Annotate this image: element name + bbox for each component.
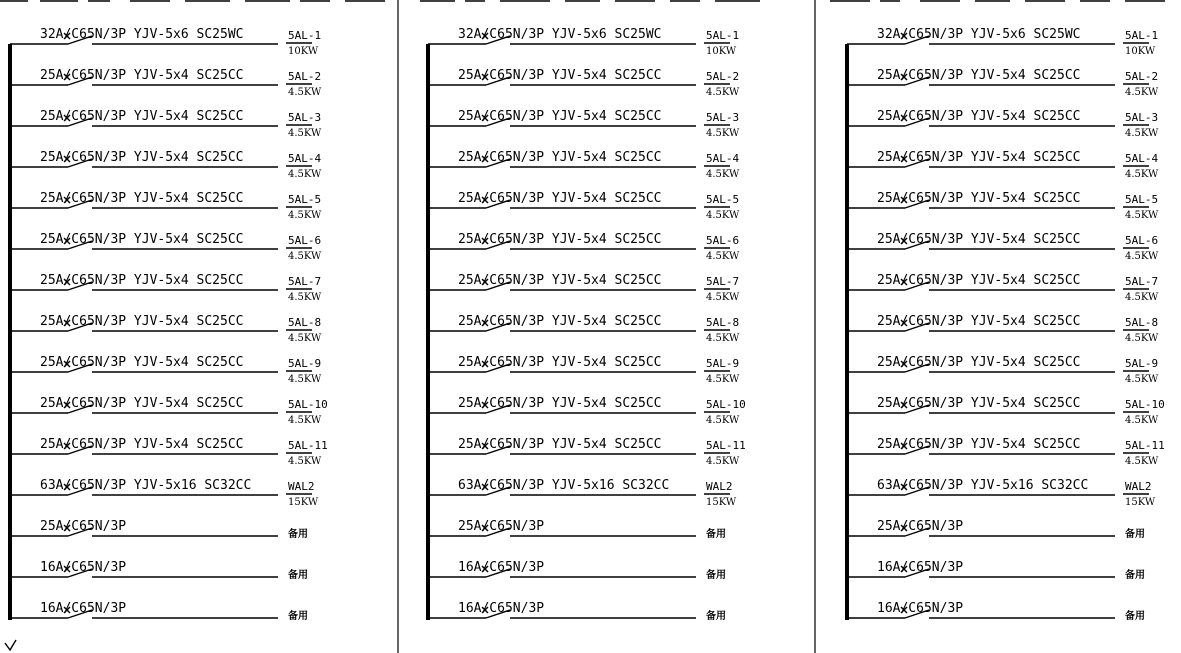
circuit-power: 4.5KW — [706, 128, 740, 139]
circuit-spec-label: 63A/C65N/3P YJV-5x16 SC32CC — [458, 478, 670, 493]
circuit-power: 4.5KW — [1125, 292, 1159, 303]
circuit-power: 15KW — [288, 497, 319, 508]
circuit-tag: 5AL-4 — [706, 152, 740, 165]
circuit-tag: 5AL-2 — [706, 70, 740, 83]
circuit-spec-label: 16A/C65N/3P — [877, 560, 964, 575]
circuit-tag: 5AL-1 — [1125, 29, 1159, 42]
corner-mark — [5, 640, 16, 650]
circuit-power: 4.5KW — [1125, 374, 1159, 385]
circuit-tag: 5AL-5 — [706, 193, 740, 206]
circuit-power: 4.5KW — [288, 374, 322, 385]
circuit-spec-label: 63A/C65N/3P YJV-5x16 SC32CC — [40, 478, 252, 493]
circuit-spec-label: 25A/C65N/3P YJV-5x4 SC25CC — [40, 437, 244, 452]
circuit-tag: 5AL-7 — [1125, 275, 1159, 288]
circuit-power: 4.5KW — [706, 292, 740, 303]
circuit-power: 4.5KW — [706, 251, 740, 262]
circuit-power: 15KW — [706, 497, 737, 508]
circuit-power: 4.5KW — [288, 456, 322, 467]
circuit-tag: 5AL-10 — [1125, 398, 1165, 411]
spare-label: 备用 — [1125, 570, 1145, 581]
circuit-tag: 5AL-6 — [706, 234, 740, 247]
circuit-power: 4.5KW — [1125, 251, 1159, 262]
circuit-power: 4.5KW — [1125, 456, 1159, 467]
circuit-spec-label: 25A/C65N/3P YJV-5x4 SC25CC — [877, 109, 1081, 124]
circuit-spec-label: 32A/C65N/3P YJV-5x6 SC25WC — [877, 27, 1081, 42]
circuit-spec-label: 25A/C65N/3P YJV-5x4 SC25CC — [40, 150, 244, 165]
circuit-power: 15KW — [1125, 497, 1156, 508]
circuit-spec-label: 25A/C65N/3P YJV-5x4 SC25CC — [877, 355, 1081, 370]
circuit-spec-label: 25A/C65N/3P YJV-5x4 SC25CC — [877, 273, 1081, 288]
circuit-tag: WAL2 — [706, 480, 733, 493]
circuit-spec-label: 25A/C65N/3P YJV-5x4 SC25CC — [458, 68, 662, 83]
circuit-power: 4.5KW — [706, 456, 740, 467]
circuit-spec-label: 25A/C65N/3P YJV-5x4 SC25CC — [458, 314, 662, 329]
circuit-spec-label: 16A/C65N/3P — [877, 601, 964, 616]
circuit-power: 4.5KW — [706, 333, 740, 344]
circuit-tag: 5AL-9 — [1125, 357, 1159, 370]
spare-label: 备用 — [1125, 529, 1145, 540]
circuit-spec-label: 25A/C65N/3P YJV-5x4 SC25CC — [40, 109, 244, 124]
circuit-power: 4.5KW — [706, 87, 740, 98]
circuit-power: 4.5KW — [288, 210, 322, 221]
circuit-power: 4.5KW — [706, 169, 740, 180]
circuit-tag: 5AL-2 — [288, 70, 322, 83]
spare-label: 备用 — [706, 570, 726, 581]
circuit-spec-label: 25A/C65N/3P YJV-5x4 SC25CC — [877, 437, 1081, 452]
circuit-spec-label: 16A/C65N/3P — [458, 560, 545, 575]
circuit-tag: 5AL-8 — [288, 316, 322, 329]
circuit-power: 4.5KW — [706, 415, 740, 426]
circuit-spec-label: 32A/C65N/3P YJV-5x6 SC25WC — [40, 27, 244, 42]
circuit-spec-label: 16A/C65N/3P — [40, 601, 127, 616]
circuit-spec-label: 25A/C65N/3P YJV-5x4 SC25CC — [458, 191, 662, 206]
circuit-power: 4.5KW — [288, 128, 322, 139]
circuit-tag: 5AL-7 — [706, 275, 740, 288]
circuit-power: 4.5KW — [288, 169, 322, 180]
circuit-tag: 5AL-8 — [706, 316, 740, 329]
circuit-tag: 5AL-9 — [288, 357, 322, 370]
circuit-power: 4.5KW — [288, 87, 322, 98]
circuit-power: 4.5KW — [288, 251, 322, 262]
circuit-spec-label: 25A/C65N/3P YJV-5x4 SC25CC — [40, 68, 244, 83]
circuit-tag: 5AL-5 — [288, 193, 322, 206]
spare-label: 备用 — [288, 529, 308, 540]
circuit-spec-label: 25A/C65N/3P YJV-5x4 SC25CC — [877, 68, 1081, 83]
circuit-tag: 5AL-9 — [706, 357, 740, 370]
circuit-spec-label: 32A/C65N/3P YJV-5x6 SC25WC — [458, 27, 662, 42]
spare-label: 备用 — [706, 611, 726, 622]
circuit-spec-label: 25A/C65N/3P YJV-5x4 SC25CC — [40, 232, 244, 247]
circuit-spec-label: 25A/C65N/3P YJV-5x4 SC25CC — [458, 396, 662, 411]
circuit-power: 4.5KW — [706, 210, 740, 221]
circuit-tag: 5AL-3 — [1125, 111, 1159, 124]
circuit-spec-label: 25A/C65N/3P YJV-5x4 SC25CC — [877, 396, 1081, 411]
circuit-tag: 5AL-6 — [288, 234, 322, 247]
circuit-spec-label: 25A/C65N/3P — [877, 519, 964, 534]
circuit-spec-label: 25A/C65N/3P — [458, 519, 545, 534]
circuit-tag: 5AL-8 — [1125, 316, 1159, 329]
circuit-power: 4.5KW — [1125, 87, 1159, 98]
circuit-power: 10KW — [1125, 46, 1156, 57]
circuit-power: 4.5KW — [706, 374, 740, 385]
spare-label: 备用 — [288, 611, 308, 622]
circuit-tag: 5AL-4 — [288, 152, 322, 165]
circuit-tag: 5AL-5 — [1125, 193, 1159, 206]
circuit-power: 4.5KW — [1125, 415, 1159, 426]
circuit-spec-label: 25A/C65N/3P YJV-5x4 SC25CC — [40, 396, 244, 411]
circuit-power: 10KW — [706, 46, 737, 57]
spare-label: 备用 — [288, 570, 308, 581]
circuit-spec-label: 25A/C65N/3P YJV-5x4 SC25CC — [458, 232, 662, 247]
circuit-spec-label: 25A/C65N/3P YJV-5x4 SC25CC — [458, 273, 662, 288]
circuit-spec-label: 25A/C65N/3P YJV-5x4 SC25CC — [458, 150, 662, 165]
circuit-power: 4.5KW — [1125, 128, 1159, 139]
circuit-spec-label: 25A/C65N/3P YJV-5x4 SC25CC — [40, 314, 244, 329]
circuit-tag: 5AL-11 — [1125, 439, 1165, 452]
circuit-power: 4.5KW — [1125, 169, 1159, 180]
circuit-tag: 5AL-1 — [706, 29, 740, 42]
circuit-power: 4.5KW — [288, 415, 322, 426]
circuit-power: 10KW — [288, 46, 319, 57]
circuit-spec-label: 25A/C65N/3P YJV-5x4 SC25CC — [458, 355, 662, 370]
circuit-spec-label: 25A/C65N/3P YJV-5x4 SC25CC — [40, 273, 244, 288]
circuit-spec-label: 25A/C65N/3P — [40, 519, 127, 534]
circuit-spec-label: 25A/C65N/3P YJV-5x4 SC25CC — [877, 232, 1081, 247]
circuit-spec-label: 63A/C65N/3P YJV-5x16 SC32CC — [877, 478, 1089, 493]
circuit-tag: WAL2 — [288, 480, 315, 493]
circuit-spec-label: 25A/C65N/3P YJV-5x4 SC25CC — [877, 150, 1081, 165]
circuit-tag: WAL2 — [1125, 480, 1152, 493]
circuit-tag: 5AL-1 — [288, 29, 322, 42]
circuit-spec-label: 25A/C65N/3P YJV-5x4 SC25CC — [40, 355, 244, 370]
circuit-power: 4.5KW — [1125, 333, 1159, 344]
circuit-spec-label: 16A/C65N/3P — [40, 560, 127, 575]
circuit-tag: 5AL-4 — [1125, 152, 1159, 165]
circuit-tag: 5AL-10 — [288, 398, 328, 411]
circuit-tag: 5AL-11 — [706, 439, 746, 452]
circuit-power: 4.5KW — [1125, 210, 1159, 221]
circuit-tag: 5AL-2 — [1125, 70, 1159, 83]
circuit-tag: 5AL-3 — [288, 111, 322, 124]
circuit-spec-label: 25A/C65N/3P YJV-5x4 SC25CC — [40, 191, 244, 206]
circuit-tag: 5AL-10 — [706, 398, 746, 411]
circuit-spec-label: 25A/C65N/3P YJV-5x4 SC25CC — [458, 109, 662, 124]
circuit-spec-label: 25A/C65N/3P YJV-5x4 SC25CC — [877, 314, 1081, 329]
spare-label: 备用 — [1125, 611, 1145, 622]
circuit-tag: 5AL-3 — [706, 111, 740, 124]
spare-label: 备用 — [706, 529, 726, 540]
circuit-spec-label: 25A/C65N/3P YJV-5x4 SC25CC — [458, 437, 662, 452]
circuit-tag: 5AL-7 — [288, 275, 322, 288]
circuit-spec-label: 16A/C65N/3P — [458, 601, 545, 616]
circuit-tag: 5AL-6 — [1125, 234, 1159, 247]
circuit-tag: 5AL-11 — [288, 439, 328, 452]
circuit-power: 4.5KW — [288, 292, 322, 303]
circuit-spec-label: 25A/C65N/3P YJV-5x4 SC25CC — [877, 191, 1081, 206]
circuit-power: 4.5KW — [288, 333, 322, 344]
